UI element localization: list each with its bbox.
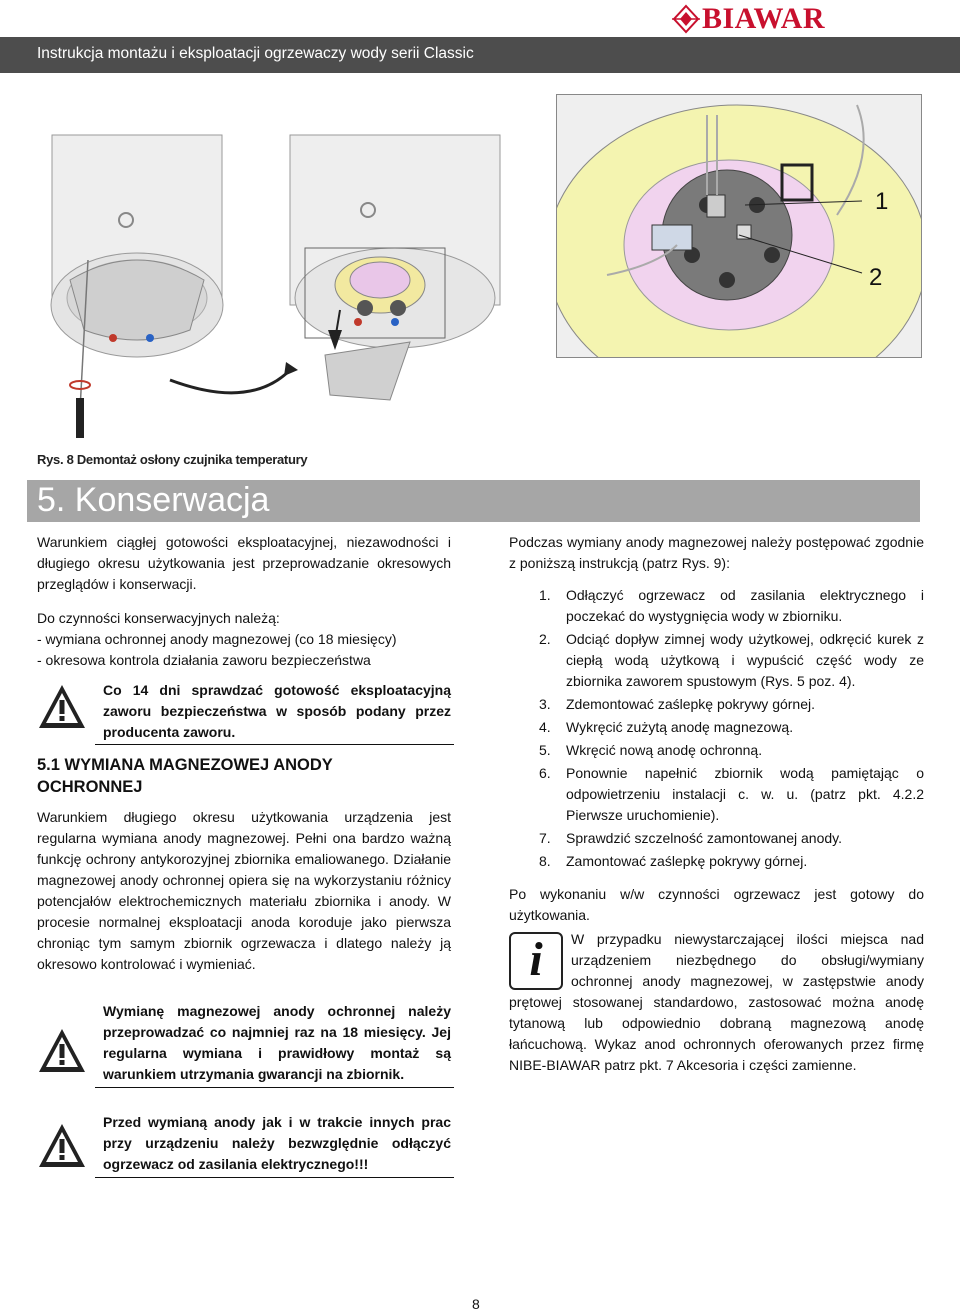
boiler-illustration — [40, 80, 510, 450]
callout-1-label: 1 — [875, 188, 889, 215]
paragraph-anode: Warunkiem długiego okresu użytkowania urządzenia jest regularna wymiana anody magnezowej. Pełni ona bardzo ważną funkcję ochrony antykorozyjnej zbiornika emaliowanego. Działanie magnezowej anody ochronnej opiera się na wykorzystaniu różnicy potencjałów elektrochemicznych materiału zbiornika i anody. W procesie normalnej eksploatacji anoda koroduje jako pierwsza chroniąc tym samym zbiornik ogrzewacza i dlatego należy ją okresowo kontrolować i wymieniać. — [37, 809, 451, 972]
biawar-logo — [672, 2, 872, 34]
warning-disconnect-power: Przed wymianą anody jak i w trakcie innych prac przy urządzeniu należy bezwzględnie odłączyć ogrzewacz od zasilania elektrycznego!!! — [95, 1112, 454, 1178]
document-title: Instrukcja montażu i eksploatacji ogrzewaczy wody serii Classic — [37, 45, 474, 62]
left-column — [37, 532, 451, 671]
replacement-intro: Podczas wymiany anody magnezowej należy postępować zgodnie z poniższą instrukcją (patrz Rys. 9): — [509, 534, 924, 571]
step-item: 5. Wkręcić nową anodę ochronną. — [539, 742, 763, 758]
maintenance-item-valve: - okresowa kontrola działania zaworu bezpieczeństwa — [37, 652, 371, 668]
warning-icon — [37, 1027, 87, 1080]
page-number: 8 — [472, 1296, 480, 1312]
warning-icon — [37, 683, 87, 736]
subsection-heading: 5.1 WYMIANA MAGNEZOWEJ ANODY OCHRONNEJ — [37, 756, 333, 796]
warning-icon — [37, 1122, 87, 1175]
info-note: W przypadku niewystarczającej ilości miejsca nad urządzeniem niezbędnego do obsługi/wymiany ochronnej anody magnezowej, w zastępstwie anody prętowej stosowanej standardowo, zastosować można anodę tytanową lub odpowiednio dobraną magnezową anodę łańcuchową. Wykaz anod ochronnych oferowanych przez firmę NIBE-BIAWAR patrz pkt. 7 Akcesoria i części zamienne. — [509, 931, 924, 1073]
step-item: 1. Odłączyć ogrzewacz od zasilania elektrycznego i poczekać do wystygnięcia wody w zbiorniku. — [539, 587, 924, 624]
warning-valve-check: Co 14 dni sprawdzać gotowość eksploatacyjną zaworu bezpieczeństwa w sposób podany przez producenta zaworu. — [95, 680, 454, 745]
right-column — [509, 532, 924, 926]
section-title: 5. Konserwacja — [37, 481, 270, 519]
step-item: 7. Sprawdzić szczelność zamontowanej anody. — [539, 830, 842, 846]
brand-name: BIAWAR — [702, 2, 826, 35]
warning-anode-replacement: Wymianę magnezowej anody ochronnej należy przeprowadzać co najmniej raz na 18 miesięcy. Jej regularna wymiana i prawidłowy montaż są warunkiem utrzymania gwarancji na zbiornik. — [95, 1001, 454, 1088]
step-item: 6. Ponownie napełnić zbiornik wodą pamiętając o odpowietrzeniu instalacji c. w. u. (patrz pkt. 4.2.2 Pierwsze uruchomienie). — [539, 765, 924, 823]
logo-emblem-icon — [672, 4, 700, 34]
step-item: 2. Odciąć dopływ zimnej wody użytkowej, odkręcić kurek z ciepłą wodą użytkową i wypuścić część wody ze zbiornika zaworem spustowym (Rys. 5 poz. 4). — [539, 631, 924, 689]
maintenance-item-anode: - wymiana ochronnej anody magnezowej (co 18 miesięcy) — [37, 631, 397, 647]
figure-caption: Rys. 8 Demontaż osłony czujnika temperatury — [37, 452, 308, 467]
maintenance-intro: Do czynności konserwacyjnych należą: — [37, 610, 280, 626]
paragraph-intro: Warunkiem ciągłej gotowości eksploatacyjnej, niezawodności i długiego okresu użytkowania jest przeprowadzanie okresowych przeglądów i konserwacji. — [37, 534, 451, 592]
step-item: 3. Zdemontować zaślepkę pokrywy górnej. — [539, 696, 816, 712]
step-item: 8. Zamontować zaślepkę pokrywy górnej. — [539, 853, 808, 869]
replacement-steps — [509, 585, 924, 872]
sensor-closeup-illustration — [556, 94, 922, 358]
info-icon: i — [509, 932, 563, 990]
after-replacement-note: Po wykonaniu w/w czynności ogrzewacz jest gotowy do użytkowania. — [509, 886, 924, 923]
callout-2-label: 2 — [869, 264, 883, 291]
step-item: 4. Wykręcić zużytą anodę magnezową. — [539, 719, 794, 735]
